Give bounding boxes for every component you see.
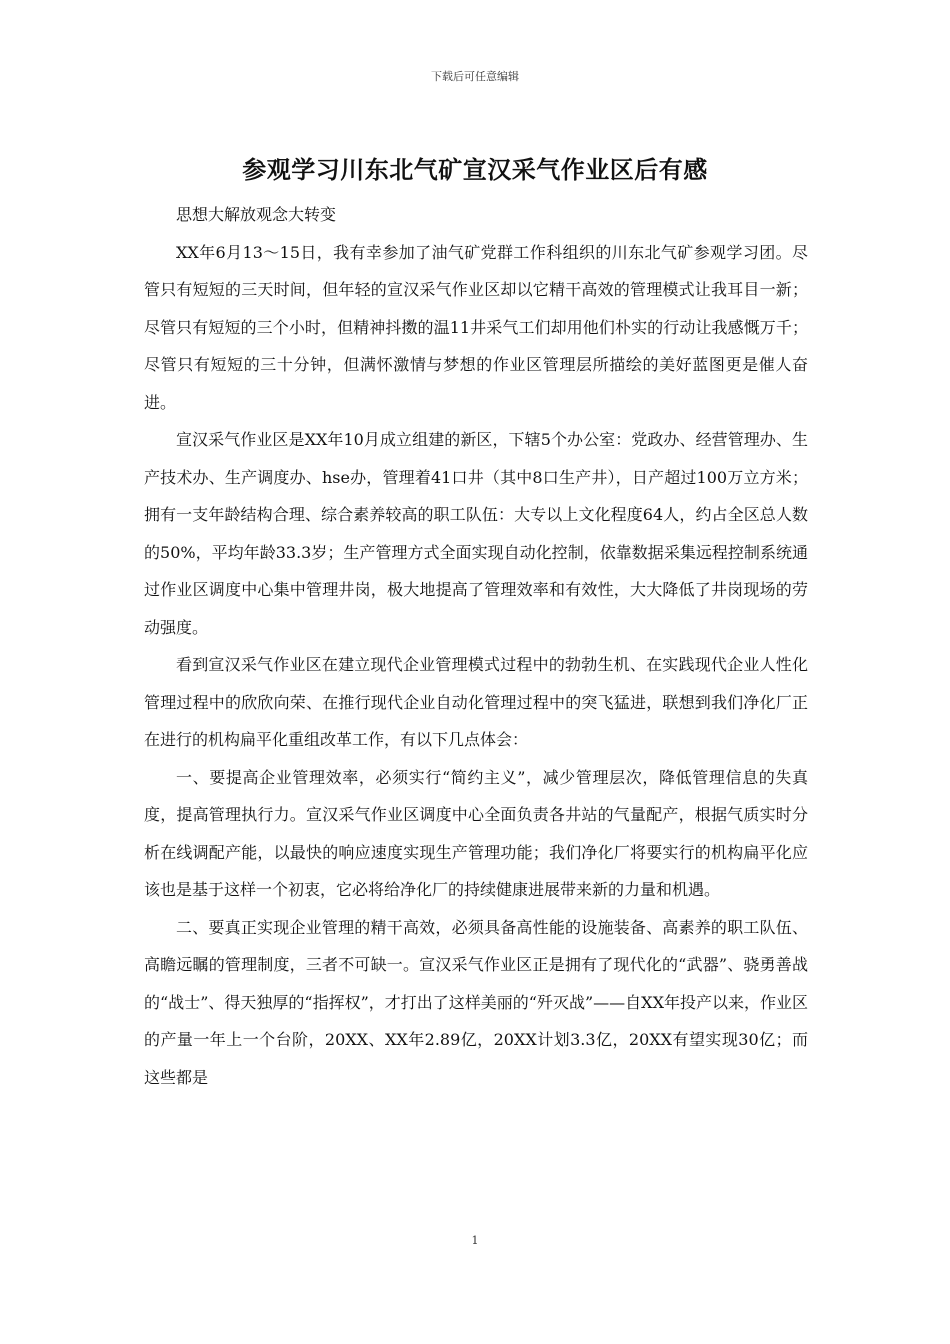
document-title: 参观学习川东北气矿宣汉采气作业区后有感 (242, 156, 708, 184)
subtitle-paragraph: 思想大解放观念大转变 (176, 205, 337, 224)
body-paragraph: 一、要提高企业管理效率，必须实行“简约主义”，减少管理层次，降低管理信息的失真度，提高管理执行力。宣汉采气作业区调度中心全面负责各井站的气量配产，根据气质实时分析在线调配产能，以最快的响应速度实现生产管理功能；我们净化厂将要实行的机构扁平化应该也是基于这样一个初衷，它必将给净化厂的持续健康进展带来新的力量和机遇。 (144, 767, 808, 899)
page-number: 1 (471, 1234, 479, 1247)
document-body (144, 196, 808, 1096)
body-paragraph: 二、要真正实现企业管理的精干高效，必须具备高性能的设施装备、高素养的职工队伍、高瞻远瞩的管理制度，三者不可缺一。宣汉采气作业区正是拥有了现代化的“武器”、骁勇善战的“战士”、得天独厚的“指挥权”，才打出了这样美丽的“歼灭战”——自XX年投产以来，作业区的产量一年上一个台阶，20XX、XX年2.89亿，20XX计划3.3亿，20XX有望实现30亿；而这些都是 (144, 917, 808, 1087)
body-paragraph: 看到宣汉采气作业区在建立现代企业管理模式过程中的勃勃生机、在实践现代企业人性化管理过程中的欣欣向荣、在推行现代企业自动化管理过程中的突飞猛进，联想到我们净化厂正在进行的机构扁平化重组改革工作，有以下几点体会： (144, 655, 808, 749)
body-paragraph: 宣汉采气作业区是XX年10月成立组建的新区，下辖5个办公室：党政办、经营管理办、生产技术办、生产调度办、hse办，管理着41口井（其中8口生产井），日产超过100万立方米；拥有一支年龄结构合理、综合素养较高的职工队伍：大专以上文化程度64人，约占全区总人数的50%，平均年龄33.3岁；生产管理方式全面实现自动化控制，依靠数据采集远程控制系统通过作业区调度中心集中管理井岗，极大地提高了管理效率和有效性，大大降低了井岗现场的劳动强度。 (144, 430, 808, 637)
header-note: 下载后可任意编辑 (431, 70, 519, 83)
body-paragraph: XX年6月13～15日，我有幸参加了油气矿党群工作科组织的川东北气矿参观学习团。尽管只有短短的三天时间，但年轻的宣汉采气作业区却以它精干高效的管理模式让我耳目一新；尽管只有短短的三个小时，但精神抖擞的温11井采气工们却用他们朴实的行动让我感慨万千；尽管只有短短的三十分钟，但满怀激情与梦想的作业区管理层所描绘的美好蓝图更是催人奋进。 (144, 242, 808, 412)
